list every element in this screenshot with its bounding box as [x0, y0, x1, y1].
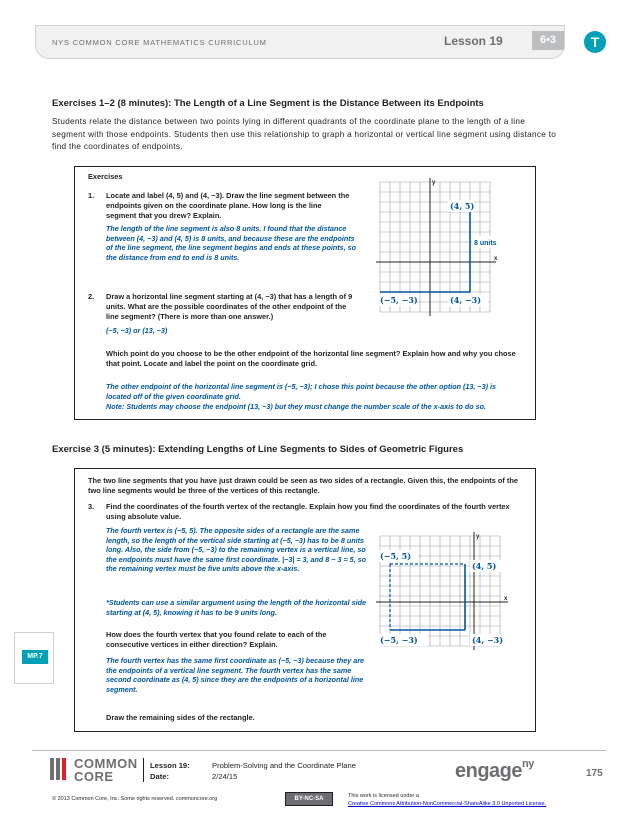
graph2-label-bl: (−5, −3) [380, 635, 418, 645]
graph2-label-br: (4, −3) [472, 635, 503, 645]
box2-intro: The two line segments that you have just drawn could be seen as two sides of a rectangle. Given this, the endpoints of the two line segments would be three of the vertices of this rectangle. [88, 476, 518, 495]
graph2-label-tl: (−5, 5) [380, 551, 411, 561]
footer-date: 2/24/15 [212, 772, 238, 781]
q3-followup-answer: The fourth vertex has the same first coordinate as (−5, −3) because they are the endpoints of a vertical line segment. The fourth vertex has the same second coordinate as (4, 5) since they are the endpoints of a horizontal line segment. [106, 656, 365, 694]
engage-text: engage [455, 760, 523, 782]
page-number: 175 [586, 768, 603, 779]
engageny-logo [455, 760, 534, 783]
footer-lesson-title: Problem-Solving and the Coordinate Plane [212, 761, 356, 770]
footer-lesson-info [212, 760, 356, 782]
q3-answer: The fourth vertex is (−5, 5). The opposite sides of a rectangle are the same length, so the length of the vertical side starting at (−5, −3) has to be 8 units long. Also, the side from (−5, −3) to the remaining vertex is a vertical line, so the endpoints must have the same first coordinate. |−3| = 3, and 8 − 3 = 5, so the remaining vertex must be five units above the x-axis. [106, 526, 367, 574]
q2-answer: (−5, −3) or (13, −3) [106, 326, 168, 335]
license-text [348, 792, 546, 808]
q3-followup: How does the fourth vertex that you found relate to each of the consecutive vertices in either direction? Explain. [106, 630, 327, 649]
common-core-logo-text: COMMON CORE [74, 756, 138, 784]
exercises-label: Exercises [88, 172, 123, 181]
license-line-1: This work is licensed under a [348, 793, 419, 799]
q3-draw: Draw the remaining sides of the rectangle. [106, 713, 255, 722]
coordinate-grid-1 [374, 176, 506, 318]
q1-number: 1. [88, 191, 95, 200]
section-1-title: Exercises 1–2 (8 minutes): The Length of a Line Segment is the Distance Between its Endpoints [52, 98, 484, 109]
footer-lesson-label-text: Lesson 19: [150, 761, 190, 770]
lesson-number: Lesson 19 [444, 34, 503, 48]
q2-followup-answer: The other endpoint of the horizontal line segment is (−5, −3); I chose this point because the other option (13, −3) is located off of the given coordinate grid. [106, 382, 496, 401]
footer-vertical-rule [143, 758, 144, 782]
curriculum-title: NYS COMMON CORE MATHEMATICS CURRICULUM [52, 38, 267, 47]
graph1-label-top: (4, 5) [450, 201, 475, 211]
copyright: © 2013 Common Core, Inc. Some rights reserved. commoncore.org [52, 796, 218, 802]
graph1-label-units: 8 units [474, 240, 497, 247]
section-1-intro: Students relate the distance between two points lying in different quadrants of the coordinate plane to the length of a line segment with those endpoints. Students then use this relationship to graph a horizontal or vertical line segment using distance to find the coordinates of endpoints. [52, 117, 557, 151]
q2-number: 2. [88, 292, 95, 301]
graph2-axis-x: x [504, 596, 508, 602]
footer-date-label: Date: [150, 772, 169, 781]
graph1-axis-y: y [432, 180, 436, 186]
q1-answer: The length of the line segment is also 8 units. I found that the distance between (4, −3) and (4, 5) is 8 units, and because these are the endpoints of the line segment, the line segment begins and ends at these points, so the distance from end to end is 8 units. [106, 224, 357, 262]
q3-text: Find the coordinates of the fourth vertex of the rectangle. Explain how you find the coordinates of the fourth vertex using absolute value. [106, 502, 510, 521]
q2-followup: Which point do you choose to be the other endpoint of the horizontal line segment? Explain how and why you chose that point. Locate and label the point on the coordinate grid. [106, 349, 516, 368]
q2-text: Draw a horizontal line segment starting at (4, −3) that has a length of 9 units. What are the possible coordinates of the other endpoint of the line segment? (There is more than one answer.) [106, 292, 353, 321]
graph2-label-tr: (4, 5) [472, 561, 497, 571]
mp7-tag: MP.7 [22, 650, 48, 664]
cc-license-badge: BY-NC-SA [285, 792, 333, 806]
coordinate-grid-2 [374, 530, 514, 652]
q3-star-note: *Students can use a similar argument using the length of the horizontal side starting at (4, 5), knowing it has to be 9 units long. [106, 598, 366, 617]
q3-number: 3. [88, 502, 95, 511]
license-link[interactable]: Creative Commons Attribution-NonCommercial-ShareAlike 3.0 Unported License. [348, 801, 547, 807]
common-core-logo-icon [50, 758, 70, 780]
graph2-axis-y: y [476, 534, 480, 540]
q1-text: Locate and label (4, 5) and (4, −3). Draw the line segment between the endpoints given on the coordinate plane. How long is the line segment that you drew? Explain. [106, 191, 350, 220]
graph1-label-left: (−5, −3) [380, 295, 418, 305]
graph1-axis-x: x [494, 256, 498, 262]
section-2-title: Exercise 3 (5 minutes): Extending Lengths of Line Segments to Sides of Geometric Figures [52, 444, 464, 455]
graph1-label-right: (4, −3) [450, 295, 481, 305]
footer-divider [32, 750, 606, 751]
q2-note: Note: Students may choose the endpoint (13, −3) but they must change the number scale of the x-axis to do so. [106, 402, 487, 411]
teacher-badge: T [584, 31, 606, 53]
footer-lesson-label [150, 760, 190, 782]
ny-text: ny [522, 758, 534, 770]
grade-badge: 6•3 [532, 31, 564, 50]
